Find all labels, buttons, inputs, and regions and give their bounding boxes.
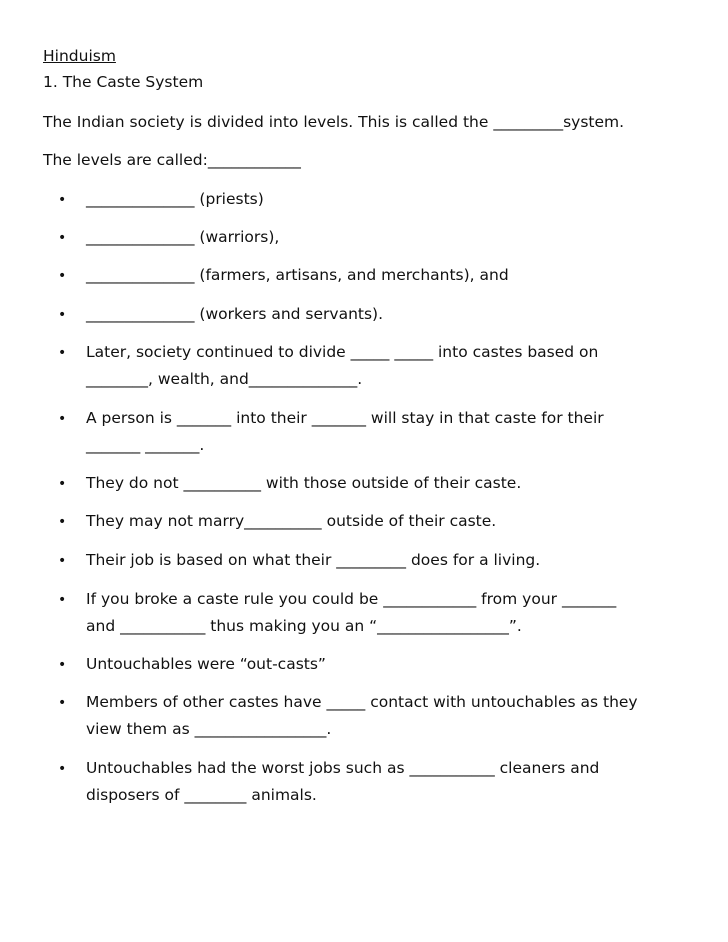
list-item-line-1: Untouchables had the worst jobs such as ___________ cleaners and <box>86 759 600 777</box>
bullet-dot: • <box>58 761 67 777</box>
list-item: ______________ (workers and servants). <box>86 305 384 323</box>
list-item-line-1: Later, society continued to divide _____ _____ into castes based on <box>86 343 599 361</box>
list-item-line-1: If you broke a caste rule you could be ____________ from your _______ <box>86 590 617 608</box>
list-item-line-1: Members of other castes have _____ contact with untouchables as they <box>86 693 638 711</box>
bullet-dot: • <box>58 514 67 530</box>
list-item: ______________ (priests) <box>86 190 264 208</box>
bullet-dot: • <box>58 476 67 492</box>
bullet-dot: • <box>58 657 67 673</box>
list-item-line-1: A person is _______ into their _______ will stay in that caste for their <box>86 409 604 427</box>
levels-label: The levels are called:____________ <box>43 151 301 169</box>
list-item-line-2: ________, wealth, and______________. <box>86 370 363 388</box>
list-item: Untouchables were “out-casts” <box>86 655 326 673</box>
list-item: They do not __________ with those outside of their caste. <box>86 474 522 492</box>
bullet-dot: • <box>58 230 67 246</box>
section-heading: 1. The Caste System <box>43 73 204 91</box>
page-title: Hinduism <box>43 47 116 65</box>
bullet-dot: • <box>58 192 67 208</box>
list-item-line-2: disposers of ________ animals. <box>86 786 317 804</box>
list-item-line-2: view them as _________________. <box>86 720 332 738</box>
bullet-dot: • <box>58 307 67 323</box>
list-item: ______________ (warriors), <box>86 228 280 246</box>
bullet-dot: • <box>58 592 67 608</box>
bullet-dot: • <box>58 268 67 284</box>
intro-sentence: The Indian society is divided into levels. This is called the _________system. <box>43 113 625 131</box>
list-item-line-2: _______ _______. <box>86 436 205 454</box>
list-item-line-2: and ___________ thus making you an “_________________”. <box>86 617 522 635</box>
list-item: They may not marry__________ outside of their caste. <box>86 512 497 530</box>
list-item: ______________ (farmers, artisans, and merchants), and <box>86 266 509 284</box>
bullet-dot: • <box>58 411 67 427</box>
bullet-dot: • <box>58 695 67 711</box>
list-item: Their job is based on what their _________ does for a living. <box>86 551 541 569</box>
bullet-dot: • <box>58 345 67 361</box>
bullet-dot: • <box>58 553 67 569</box>
